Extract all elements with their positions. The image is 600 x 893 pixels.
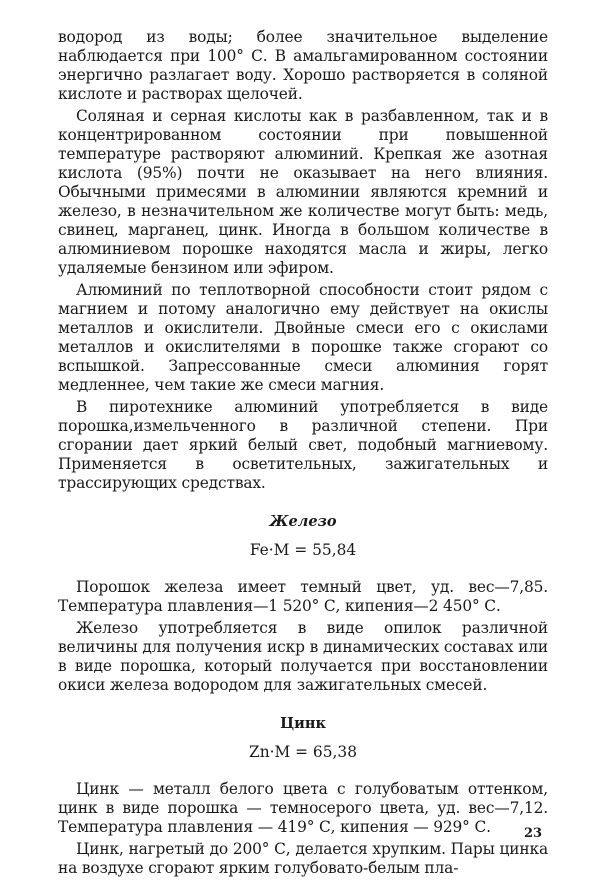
paragraph-aluminium-pyrotechnics: В пиротехнике алюминий употребляется в виде порошка,измельченного в различной степени. При сгорании дает яркий белый свет, подобный магниевому. Применяется в осветительных, зажигательных и трассирующих средствах. — [58, 398, 548, 492]
paragraph-aluminium-heat: Алюминий по теплотворной способности стоит рядом с магнием и потому аналогично ему действует на окислы металлов и окислители. Двойные смеси его с окислами металлов и окислителями в порошке также сгорают со вспышкой. Запрессованные смеси алюминия горят медленнее, чем такие же смеси магния. — [58, 281, 548, 394]
paragraph-aluminium-water: водород из воды; более значительное выделение наблюдается при 100° С. В амальгамированном состоянии энергично разлагает воду. Хорошо растворяется в соляной кислоте и растворах щелочей. — [58, 28, 548, 103]
section-heading-zinc: Цинк — [280, 715, 326, 732]
paragraph-iron-usage: Железо употребляется в виде опилок различной величины для получения искр в динамических составах или в виде порошка, который получается при восстановлении окиси железа водородом для зажигательных смесей. — [58, 619, 548, 694]
paragraph-zinc-heating: Цинк, нагретый до 200° С, делается хрупким. Пары цинка на воздухе сгорают ярким голубовато-белым пла- — [58, 840, 548, 877]
formula-zinc: Zn·M = 65,38 — [249, 743, 357, 761]
page-number: 23 — [524, 826, 543, 841]
formula-iron: Fe·M = 55,84 — [249, 541, 357, 559]
paragraph-zinc-properties: Цинк — металл белого цвета с голубоватым оттенком, цинк в виде порошка — темносерого цвета, уд. вес—7,12. Температура плавления — 419° С, кипения — 929° С. — [58, 780, 548, 836]
page-body — [58, 28, 548, 878]
paragraph-iron-properties: Порошок железа имеет темный цвет, уд. вес—7,85. Температура плавления—1 520° С, кипения—2 450° С. — [58, 578, 548, 615]
section-heading-iron: Железо — [269, 513, 337, 530]
paragraph-aluminium-acids: Соляная и серная кислоты как в разбавленном, так и в концентрированном состоянии при повышенной температуре растворяют алюминий. Крепкая же азотная кислота (95%) почти не оказывает на него влияния. Обычными примесями в алюминии являются кремний и железо, в незначительном же количестве могут быть: медь, свинец, марганец, цинк. Иногда в большом количестве в алюминиевом порошке находятся масла и жиры, легко удаляемые бензином или эфиром. — [58, 107, 548, 277]
